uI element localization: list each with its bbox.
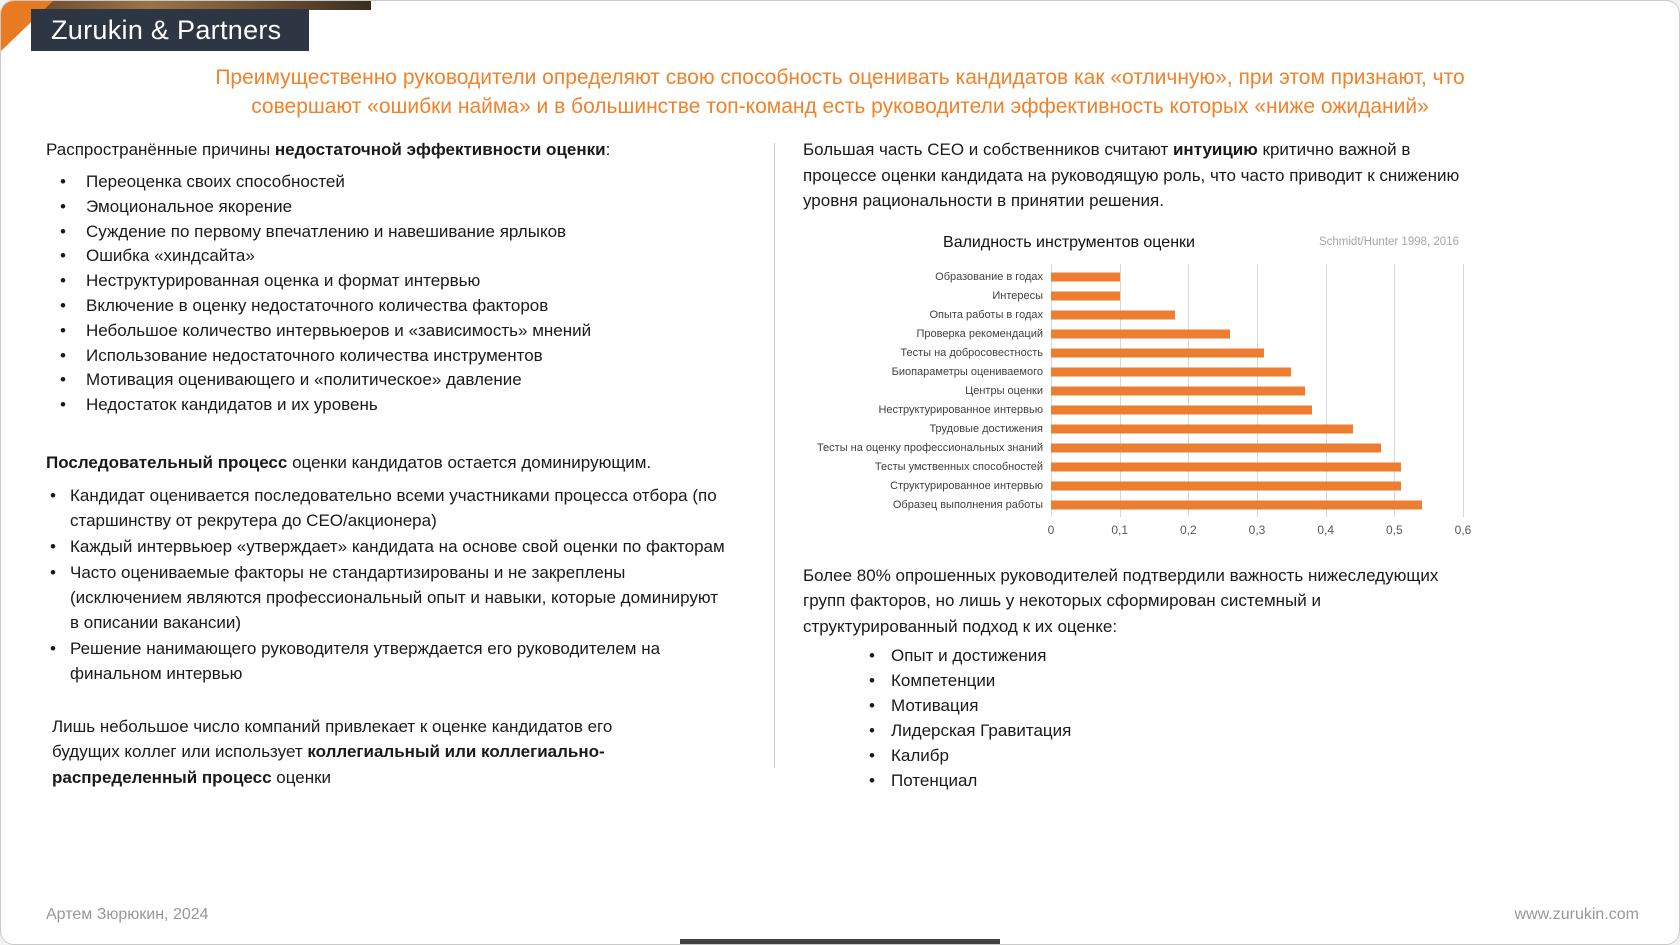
collegial-paragraph: Лишь небольшое число компаний привлекает к оценке кандидатов его будущих коллег или использует коллегиальный или коллегиально-распределенный процесс оценки bbox=[52, 716, 613, 787]
list-item: • Использование недостаточного количества инструментов bbox=[46, 344, 746, 369]
right-column bbox=[803, 125, 1634, 793]
chart-category-label: Интересы bbox=[992, 290, 1043, 302]
chart-bar bbox=[1051, 349, 1264, 358]
chart-bar-track bbox=[1051, 287, 1463, 306]
column-divider bbox=[774, 143, 775, 768]
x-tick-label: 0,5 bbox=[1385, 522, 1403, 537]
validity-chart bbox=[803, 233, 1472, 541]
chart-category-label: Тесты умственных способностей bbox=[874, 461, 1043, 473]
list-item: • Решение нанимающего руководителя утверждается его руководителем на финальном интервью bbox=[46, 636, 730, 686]
chart-bar bbox=[1051, 387, 1305, 396]
factors-list bbox=[865, 643, 1634, 793]
list-item: • Неструктурированная оценка и формат интервью bbox=[46, 269, 746, 294]
chart-row bbox=[803, 306, 1465, 325]
slide-title-line1: Преимущественно руководители определяют свою способность оценивать кандидатов как «отличную», при этом признают, что bbox=[215, 66, 1465, 89]
chart-row bbox=[803, 268, 1465, 287]
intuition-bold: интуицию bbox=[1172, 140, 1258, 159]
process-list bbox=[46, 483, 746, 686]
causes-heading: Распространённые причины недостаточной эффективности оценки: bbox=[46, 140, 611, 159]
chart-bar bbox=[1051, 501, 1422, 510]
chart-row bbox=[803, 420, 1465, 439]
chart-category-label: Неструктурированное интервью bbox=[878, 404, 1043, 416]
chart-category-label: Структурированное интервью bbox=[890, 480, 1043, 492]
chart-bar-track bbox=[1051, 458, 1463, 477]
chart-category-label: Тесты на оценку профессиональных знаний bbox=[816, 442, 1043, 454]
chart-row bbox=[803, 382, 1465, 401]
chart-bar bbox=[1051, 444, 1381, 453]
chart-category-label: Тесты на добросовестность bbox=[900, 347, 1043, 359]
bottom-handle bbox=[680, 939, 1000, 944]
chart-bar-track bbox=[1051, 401, 1463, 420]
chart-row bbox=[803, 496, 1465, 515]
list-item: • Ошибка «хиндсайта» bbox=[46, 244, 746, 269]
slide-title bbox=[56, 63, 1624, 121]
chart-source-note: Schmidt/Hunter 1998, 2016 bbox=[1318, 235, 1459, 248]
chart-bar-track bbox=[1051, 325, 1463, 344]
chart-bar bbox=[1051, 406, 1312, 415]
chart-bar-track bbox=[1051, 439, 1463, 458]
header bbox=[1, 1, 1679, 53]
list-item: • Эмоциональное якорение bbox=[46, 195, 746, 220]
chart-row bbox=[803, 477, 1465, 496]
chart-bar-track bbox=[1051, 306, 1463, 325]
list-item: • Небольшое количество интервьюеров и «зависимость» мнений bbox=[46, 319, 746, 344]
chart-plot-area bbox=[803, 268, 1465, 515]
chart-bar-track bbox=[1051, 382, 1463, 401]
footer-website: www.zurukin.com bbox=[1514, 906, 1639, 923]
list-item: • Мотивация bbox=[865, 693, 1634, 718]
chart-bar-track bbox=[1051, 477, 1463, 496]
chart-bar bbox=[1051, 463, 1401, 472]
chart-category-label: Опыта работы в годах bbox=[929, 309, 1043, 321]
chart-category-label: Проверка рекомендаций bbox=[916, 328, 1043, 340]
list-item: • Лидерская Гравитация bbox=[865, 718, 1634, 743]
chart-category-label: Биопараметры оцениваемого bbox=[891, 366, 1043, 378]
x-tick-label: 0 bbox=[1047, 522, 1055, 537]
x-tick-label: 0,4 bbox=[1317, 522, 1334, 537]
chart-category-label: Образец выполнения работы bbox=[892, 499, 1043, 511]
chart-bar bbox=[1051, 311, 1175, 320]
list-item: • Часто оцениваемые факторы не стандартизированы и не закреплены (исключением являются профессиональный опыт и навыки, которые доминируют в описании вакансии) bbox=[46, 560, 730, 635]
chart-bar bbox=[1051, 292, 1120, 301]
chart-row bbox=[803, 401, 1465, 420]
causes-heading-bold: недостаточной эффективности оценки bbox=[274, 140, 606, 159]
chart-category-label: Центры оценки bbox=[965, 385, 1043, 397]
chart-title: Валидность инструментов оценки bbox=[943, 233, 1195, 251]
brand-name: Zurukin & Partners bbox=[51, 14, 282, 45]
x-tick-label: 0,6 bbox=[1454, 522, 1472, 537]
list-item: • Потенциал bbox=[865, 768, 1634, 793]
x-tick-label: 0,3 bbox=[1248, 522, 1266, 537]
footer bbox=[46, 906, 1639, 924]
logo bbox=[31, 9, 309, 51]
process-heading: Последовательный процесс оценки кандидатов остается доминирующим. bbox=[46, 452, 652, 472]
slide-title-line2: совершают «ошибки найма» и в большинстве топ-команд есть руководители эффективность которых «ниже ожиданий» bbox=[251, 95, 1429, 118]
list-item: • Мотивация оценивающего и «политическое» давление bbox=[46, 368, 746, 393]
list-item: • Кандидат оценивается последовательно всеми участниками процесса отбора (по старшинству от рекрутера до CEO/акционера) bbox=[46, 483, 730, 533]
chart-row bbox=[803, 287, 1465, 306]
main-content bbox=[1, 121, 1679, 793]
list-item: • Включение в оценку недостаточного количества факторов bbox=[46, 294, 746, 319]
chart-bar bbox=[1051, 482, 1401, 491]
footer-author: Артем Зюрюкин, 2024 bbox=[46, 906, 209, 923]
chart-row bbox=[803, 325, 1465, 344]
chart-category-label: Трудовые достижения bbox=[929, 423, 1043, 435]
chart-bar-track bbox=[1051, 496, 1463, 515]
chart-row bbox=[803, 439, 1465, 458]
chart-row bbox=[803, 458, 1465, 477]
chart-header bbox=[803, 234, 1465, 258]
causes-list bbox=[46, 170, 746, 418]
chart-bar-track bbox=[1051, 344, 1463, 363]
list-item: • Компетенции bbox=[865, 668, 1634, 693]
chart-bar bbox=[1051, 368, 1291, 377]
chart-row bbox=[803, 363, 1465, 382]
x-tick-label: 0,2 bbox=[1179, 522, 1197, 537]
chart-bar bbox=[1051, 330, 1230, 339]
chart-x-axis bbox=[1047, 522, 1472, 541]
chart-bar-track bbox=[1051, 420, 1463, 439]
factors-paragraph: Более 80% опрошенных руководителей подтвердили важность нижеследующих групп факторов, но лишь у некоторых сформирован системный и структурированный подход к их оценке: bbox=[803, 565, 1439, 636]
chart-bar-track bbox=[1051, 268, 1463, 287]
process-heading-bold: Последовательный процесс bbox=[46, 452, 288, 472]
chart-row bbox=[803, 344, 1465, 363]
list-item: • Каждый интервьюер «утверждает» кандидата на основе свой оценки по факторам bbox=[46, 534, 730, 559]
list-item: • Переоценка своих способностей bbox=[46, 170, 746, 195]
intuition-paragraph: Большая часть CEO и собственников считают интуицию критично важной в процессе оценки кандидата на руководящую роль, что часто приводит к снижению уровня рациональности в принятии решения. bbox=[803, 140, 1460, 210]
chart-category-label: Образование в годах bbox=[935, 271, 1043, 283]
list-item: • Опыт и достижения bbox=[865, 643, 1634, 668]
list-item: • Калибр bbox=[865, 743, 1634, 768]
list-item: • Суждение по первому впечатлению и навешивание ярлыков bbox=[46, 220, 746, 245]
collegial-bold: коллегиальный или коллегиально-распределенный процесс bbox=[52, 742, 605, 787]
list-item: • Недостаток кандидатов и их уровень bbox=[46, 393, 746, 418]
chart-bar-track bbox=[1051, 363, 1463, 382]
chart-bar bbox=[1051, 425, 1353, 434]
x-tick-label: 0,1 bbox=[1111, 522, 1128, 537]
left-column bbox=[46, 125, 746, 793]
chart-bar bbox=[1051, 273, 1120, 282]
